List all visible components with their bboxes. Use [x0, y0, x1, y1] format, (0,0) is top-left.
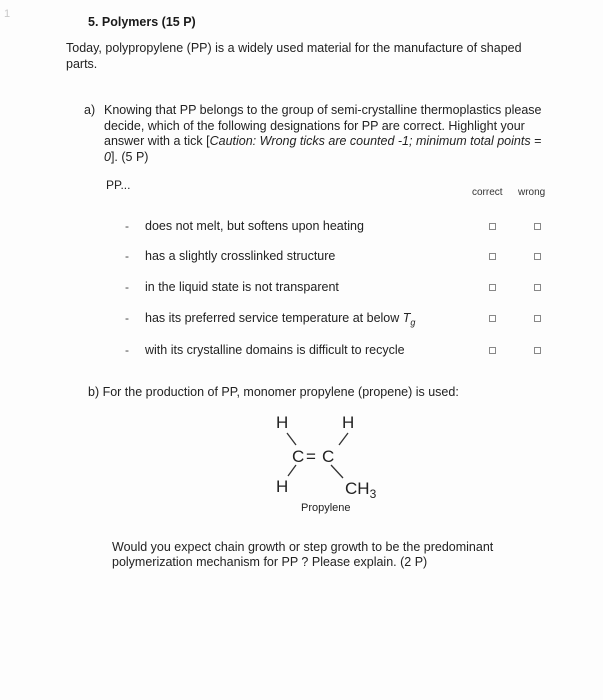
correct-checkbox[interactable]	[489, 223, 496, 230]
option-text-main: has its preferred service temperature at below	[145, 311, 400, 325]
option-row	[0, 343, 603, 361]
section-heading: 5. Polymers (15 P)	[88, 15, 196, 29]
option-dash: -	[125, 249, 129, 263]
option-dash: -	[125, 311, 129, 325]
option-text: does not melt, but softens upon heating	[145, 219, 364, 233]
bond-line	[331, 465, 343, 478]
explain-question: Would you expect chain growth or step growth to be the predominant polymerization mechanism for PP ? Please explain. (2 P)	[112, 540, 494, 569]
option-text: with its crystalline domains is difficult to recycle	[145, 343, 405, 357]
methyl-subscript: 3	[369, 487, 377, 501]
column-header-wrong: wrong	[518, 187, 546, 198]
option-text	[145, 311, 415, 328]
wrong-checkbox[interactable]	[534, 253, 541, 260]
option-row	[0, 219, 603, 237]
column-header-correct: correct	[472, 187, 503, 198]
question-a-label: a)	[84, 103, 96, 117]
option-row	[0, 249, 603, 267]
methyl-ch: CH	[345, 479, 370, 498]
intro-paragraph: Today, polypropylene (PP) is a widely used material for the manufacture of shaped parts.	[66, 41, 522, 71]
correct-checkbox[interactable]	[489, 347, 496, 354]
correct-checkbox[interactable]	[489, 315, 496, 322]
bond-line	[339, 433, 348, 445]
wrong-checkbox[interactable]	[534, 315, 541, 322]
carbon-left: C	[292, 447, 305, 466]
option-text: in the liquid state is not transparent	[145, 280, 339, 294]
carbon-right: C	[322, 447, 335, 466]
bond-line	[288, 465, 296, 476]
margin-mark: 1	[4, 8, 11, 20]
wrong-checkbox[interactable]	[534, 284, 541, 291]
question-a-text-main: Knowing that PP belongs to the group of semi-crystalline thermoplastics please decide, which of the following designations for PP are correct. Highlight your answer with a tick [	[104, 103, 542, 148]
option-dash: -	[125, 343, 129, 357]
correct-checkbox[interactable]	[489, 253, 496, 260]
question-a	[84, 103, 554, 165]
h-bottom-left: H	[276, 477, 289, 496]
bond-line	[287, 433, 296, 445]
h-top-right: H	[342, 413, 355, 432]
tg-symbol: T	[402, 311, 411, 325]
option-row	[0, 311, 603, 329]
question-a-points: ]. (5 P)	[110, 149, 149, 164]
question-a-text	[104, 103, 554, 165]
molecule-caption: Propylene	[301, 502, 351, 514]
methyl-group	[345, 479, 377, 501]
correct-checkbox[interactable]	[489, 284, 496, 291]
h-top-left: H	[276, 413, 289, 432]
wrong-checkbox[interactable]	[534, 223, 541, 230]
tg-subscript: g	[410, 317, 416, 328]
option-text: has a slightly crosslinked structure	[145, 249, 336, 263]
option-dash: -	[125, 280, 129, 294]
option-dash: -	[125, 219, 129, 233]
double-bond: =	[306, 447, 316, 466]
option-row	[0, 280, 603, 298]
question-b-text: b) For the production of PP, monomer propylene (propene) is used:	[88, 385, 459, 399]
pp-prefix: PP...	[106, 178, 131, 192]
caution-note: Caution: Wrong ticks are counted -1; minimum total points = 0	[104, 134, 542, 164]
wrong-checkbox[interactable]	[534, 347, 541, 354]
propylene-structure	[270, 412, 390, 517]
